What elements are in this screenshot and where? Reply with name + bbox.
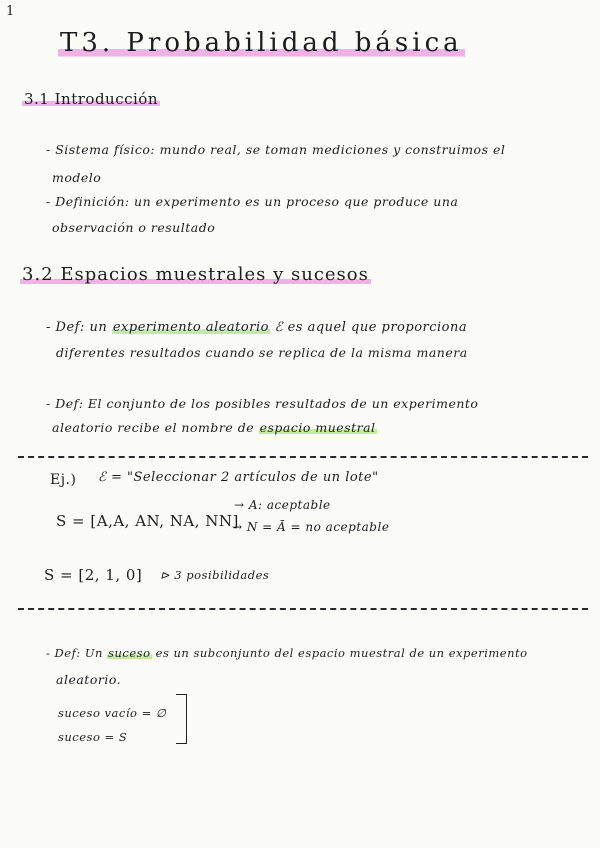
- example-label: Ej.): [50, 472, 77, 488]
- note-posibilidades: ⊳ 3 posibilidades: [160, 568, 270, 582]
- empty-event: suceso vacío = ∅: [58, 706, 167, 720]
- section-heading-espacios: [20, 264, 371, 285]
- term-espacio-muestral: espacio muestral: [259, 420, 376, 435]
- def-espacio-line-2: [52, 420, 377, 435]
- note-no-aceptable: → N = Ā = no aceptable: [232, 520, 390, 534]
- bracket-mark: [176, 694, 187, 744]
- page-title: [58, 28, 465, 58]
- note-aceptable: → A: aceptable: [234, 498, 331, 512]
- intro-line-1: - Sistema físico: mundo real, se toman mediciones y construimos el: [46, 142, 506, 157]
- def-rest: es un subconjunto del espacio muestral de un experimento: [151, 646, 528, 660]
- def-experimento-line-2: diferentes resultados cuando se replica de la misma manera: [56, 345, 468, 360]
- page-title-text: T3. Probabilidad básica: [60, 28, 463, 58]
- def-prefix: - Def: Un: [46, 646, 108, 660]
- def-suceso-line-2: aleatorio.: [56, 672, 122, 687]
- intro-line-4: observación o resultado: [52, 220, 216, 235]
- example-statement: ℰ = "Seleccionar 2 artículos de un lote": [98, 470, 379, 485]
- term-suceso: suceso: [108, 646, 151, 660]
- def-rest: ℰ es aquel que proporciona: [269, 320, 468, 335]
- section-heading-text: 3.2 Espacios muestrales y sucesos: [22, 264, 369, 285]
- sure-event: suceso = S: [58, 730, 128, 744]
- divider-bottom: [18, 608, 588, 610]
- section-heading-introduccion: [22, 90, 160, 108]
- sample-space-set: S = [A,A, AN, NA, NN]: [56, 512, 239, 530]
- page-number: 1: [6, 4, 15, 19]
- intro-line-3: - Definición: un experimento es un proceso que produce una: [46, 194, 459, 209]
- sample-space-set-2: S = [2, 1, 0]: [44, 566, 143, 584]
- def-prefix: - Def: un: [46, 320, 112, 335]
- def-prefix: aleatorio recibe el nombre de: [52, 420, 259, 435]
- def-suceso-line-1: [46, 646, 528, 660]
- term-experimento-aleatorio: experimento aleatorio: [112, 320, 269, 335]
- intro-line-2: modelo: [52, 170, 102, 185]
- section-heading-text: 3.1 Introducción: [24, 90, 158, 108]
- def-experimento-line-1: [46, 320, 467, 335]
- def-espacio-line-1: - Def: El conjunto de los posibles resultados de un experimento: [46, 396, 479, 411]
- divider-top: [18, 456, 588, 458]
